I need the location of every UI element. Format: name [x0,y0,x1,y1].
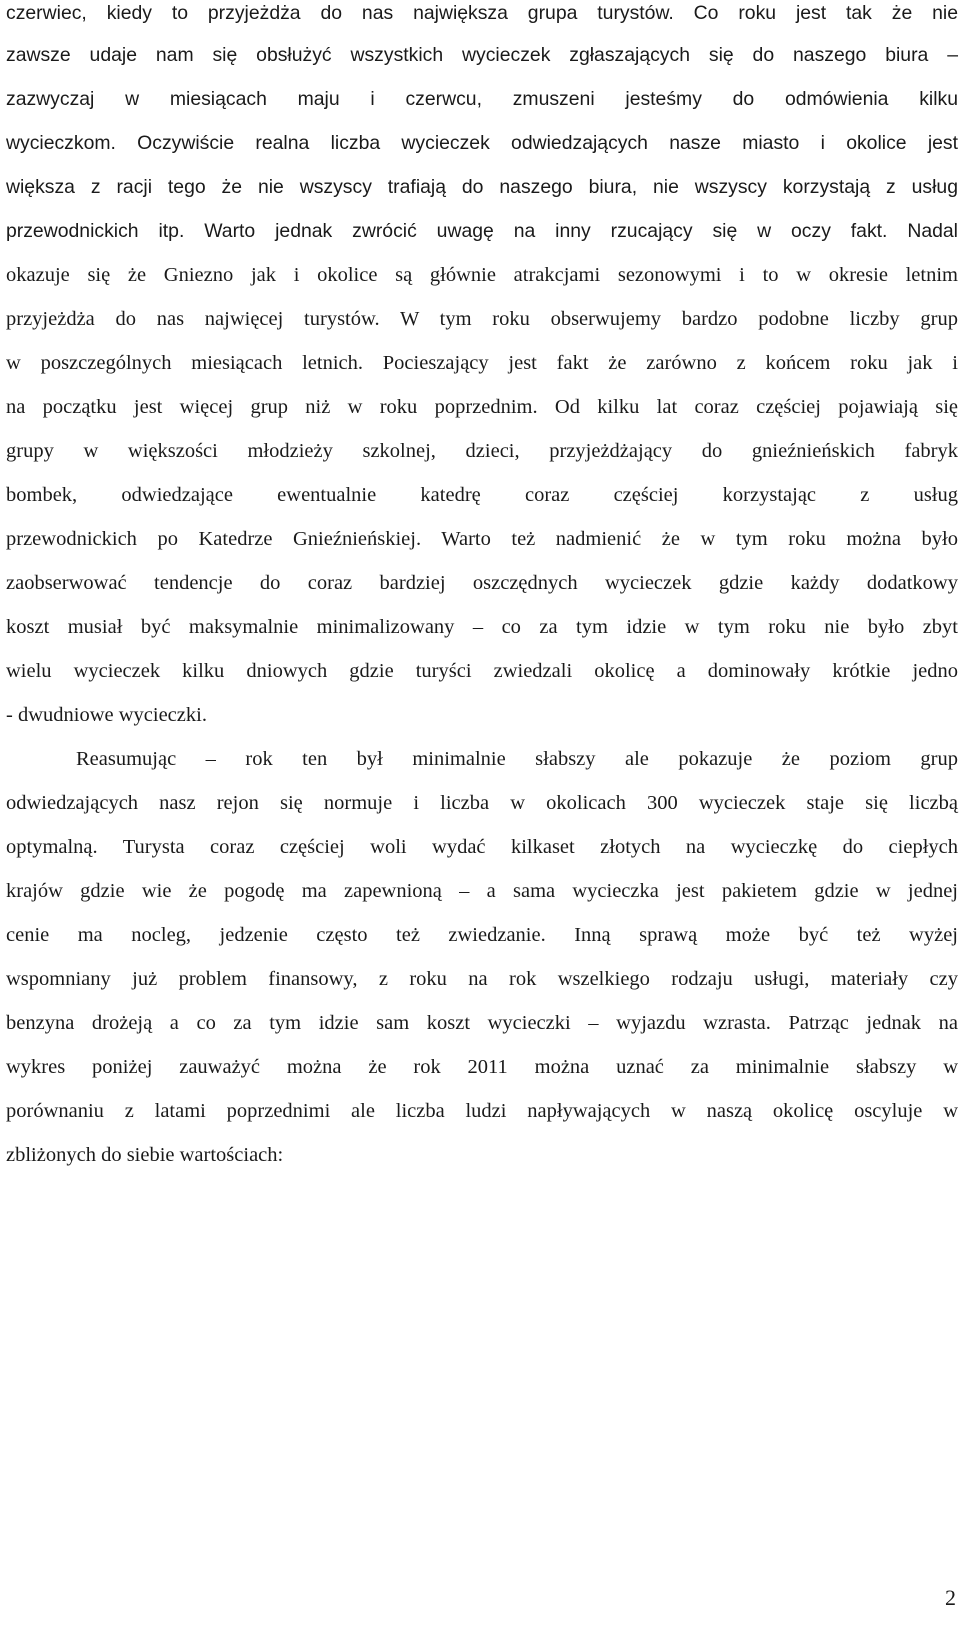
text-line: większa z racji tego że nie wszyscy trafiają do naszego biura, nie wszyscy korzystają z usług [6,176,958,198]
text-line: krajów gdzie wie że pogodę ma zapewnioną – a sama wycieczka jest pakietem gdzie w jednej [6,880,958,902]
text-line: przewodnickich itp. Warto jednak zwrócić uwagę na inny rzucający się w oczy fakt. Nadal [6,220,958,242]
text-line: na początku jest więcej grup niż w roku poprzednim. Od kilku lat coraz częściej pojawiają się [6,396,958,418]
text-line: w poszczególnych miesiącach letnich. Pocieszający jest fakt że zarówno z końcem roku jak i [6,352,958,374]
text-line: wspomniany już problem finansowy, z roku na rok wszelkiego rodzaju usługi, materiały czy [6,968,958,990]
text-line: cenie ma nocleg, jedzenie często też zwiedzanie. Inną sprawą może być też wyżej [6,924,958,946]
text-line: przewodnickich po Katedrze Gnieźnieńskiej. Warto też nadmienić że w tym roku można było [6,528,958,550]
text-line: wielu wycieczek kilku dniowych gdzie turyści zwiedzali okolicę a dominowały krótkie jedno [6,660,958,682]
paragraph-first-line: Reasumując – rok ten był minimalnie słabszy ale pokazuje że poziom grup [76,748,958,770]
text-line: - dwudniowe wycieczki. [6,704,207,726]
text-line: koszt musiał być maksymalnie minimalizowany – co za tym idzie w tym roku nie było zbyt [6,616,958,638]
text-line: bombek, odwiedzające ewentualnie katedrę coraz częściej korzystając z usług [6,484,958,506]
text-line: okazuje się że Gniezno jak i okolice są głównie atrakcjami sezonowymi i to w okresie letnim [6,264,958,286]
text-line: zbliżonych do siebie wartościach: [6,1144,284,1166]
text-line: wykres poniżej zauważyć można że rok 2011 można uznać za minimalnie słabszy w [6,1056,958,1078]
text-line: odwiedzających nasz rejon się normuje i liczba w okolicach 300 wycieczek staje się liczbą [6,792,958,814]
text-line: zazwyczaj w miesiącach maju i czerwcu, zmuszeni jesteśmy do odmówienia kilku [6,88,958,110]
text-line: benzyna drożeją a co za tym idzie sam koszt wycieczki – wyjazdu wzrasta. Patrząc jednak na [6,1012,958,1034]
text-line: zaobserwować tendencje do coraz bardziej oszczędnych wycieczek gdzie każdy dodatkowy [6,572,958,594]
text-line: przyjeżdża do nas najwięcej turystów. W tym roku obserwujemy bardzo podobne liczby grup [6,308,958,330]
text-line: optymalną. Turysta coraz częściej woli wydać kilkaset złotych na wycieczkę do ciepłych [6,836,958,858]
page-number: 2 [945,1585,956,1610]
text-line: czerwiec, kiedy to przyjeżdża do nas największa grupa turystów. Co roku jest tak że nie [6,2,958,24]
text-line: wycieczkom. Oczywiście realna liczba wycieczek odwiedzających nasze miasto i okolice jest [6,132,958,154]
text-line: grupy w większości młodzieży szkolnej, dzieci, przyjeżdżający do gnieźnieńskich fabryk [6,440,958,462]
text-line: zawsze udaje nam się obsłużyć wszystkich wycieczek zgłaszających się do naszego biura – [6,44,958,66]
text-line: porównaniu z latami poprzednimi ale liczba ludzi napływających w naszą okolicę oscyluje w [6,1100,958,1122]
